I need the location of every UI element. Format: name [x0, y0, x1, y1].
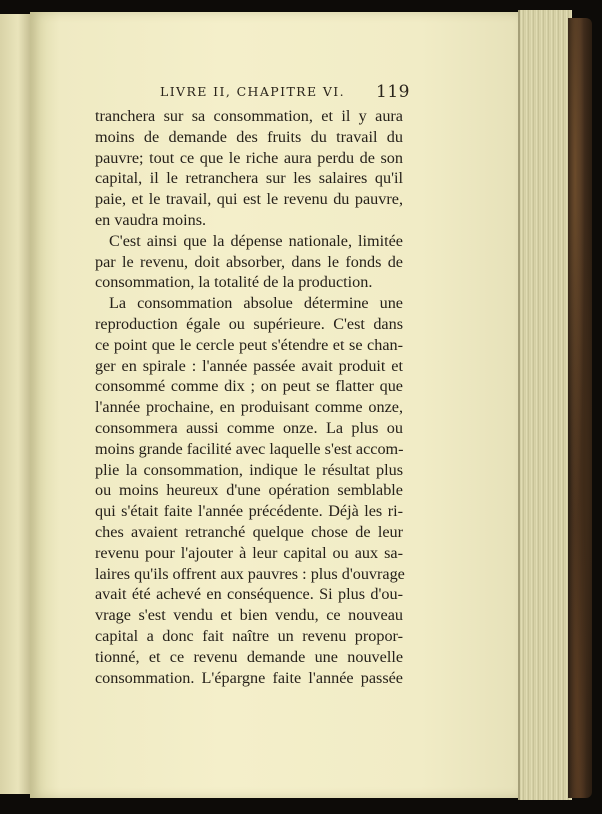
text-line: plie la consommation, indique le résultat plus	[95, 460, 403, 479]
text-line: consommera aussi comme onze. La plus ou	[95, 418, 403, 437]
text-line: paie, et le travail, qui est le revenu du pauvre,	[95, 190, 403, 209]
text-line: avait été achevé en conséquence. Si plus d'ou-	[95, 585, 403, 604]
body-text	[95, 106, 403, 688]
text-line: en vaudra moins.	[95, 210, 207, 229]
page-block-edges	[518, 10, 572, 800]
text-line: laires qu'ils offrent aux pauvres : plus d'ouvrage	[95, 564, 405, 583]
text-line: tranchera sur sa consommation, et il y aura	[95, 107, 403, 125]
text-line: pauvre; tout ce que le riche aura perdu de son	[95, 148, 403, 167]
text-line: moins de demande des fruits du travail du	[95, 127, 403, 146]
text-line: ches avaient retranché quelque chose de leur	[95, 522, 403, 541]
running-head: LIVRE II, CHAPITRE VI.	[160, 84, 346, 99]
book-cover	[568, 18, 592, 798]
text-line: C'est ainsi que la dépense nationale, limitée	[109, 231, 403, 250]
text-line: ou moins heureux d'une opération semblable	[95, 481, 403, 500]
page-number: 119	[376, 82, 410, 102]
text-line: moins grande facilité avec laquelle s'est accom-	[95, 439, 404, 458]
text-line: par le revenu, doit absorber, dans le fonds de	[95, 252, 403, 271]
text-line: revenu pour l'ajouter à leur capital ou aux sa-	[95, 543, 403, 562]
text-line: capital, il le retranchera sur les salaires qu'il	[95, 169, 403, 188]
text-line: reproduction égale ou supérieure. C'est dans	[95, 314, 403, 333]
text-line: qui s'était faite l'année précédente. Déjà les ri-	[95, 502, 403, 521]
text-line: tionné, et ce revenu demande une nouvelle	[95, 647, 403, 666]
left-page-edge	[0, 14, 31, 794]
text-line: l'année prochaine, en produisant comme onze,	[95, 398, 403, 417]
text-line: La consommation absolue détermine une	[109, 294, 403, 313]
text-line: ger en spirale : l'année passée avait produit et	[95, 356, 403, 375]
text-line: consommation, la totalité de la production.	[95, 273, 373, 292]
text-line: vrage s'est vendu et bien vendu, ce nouveau	[95, 606, 403, 625]
text-line: consommation. L'épargne faite l'année passée	[95, 668, 403, 687]
text-line: ce point que le cercle peut s'étendre et se chan-	[95, 335, 403, 354]
text-line: consommé comme dix ; on peut se flatter que	[95, 377, 403, 396]
text-line: capital a donc fait naître un revenu propor-	[95, 626, 403, 645]
